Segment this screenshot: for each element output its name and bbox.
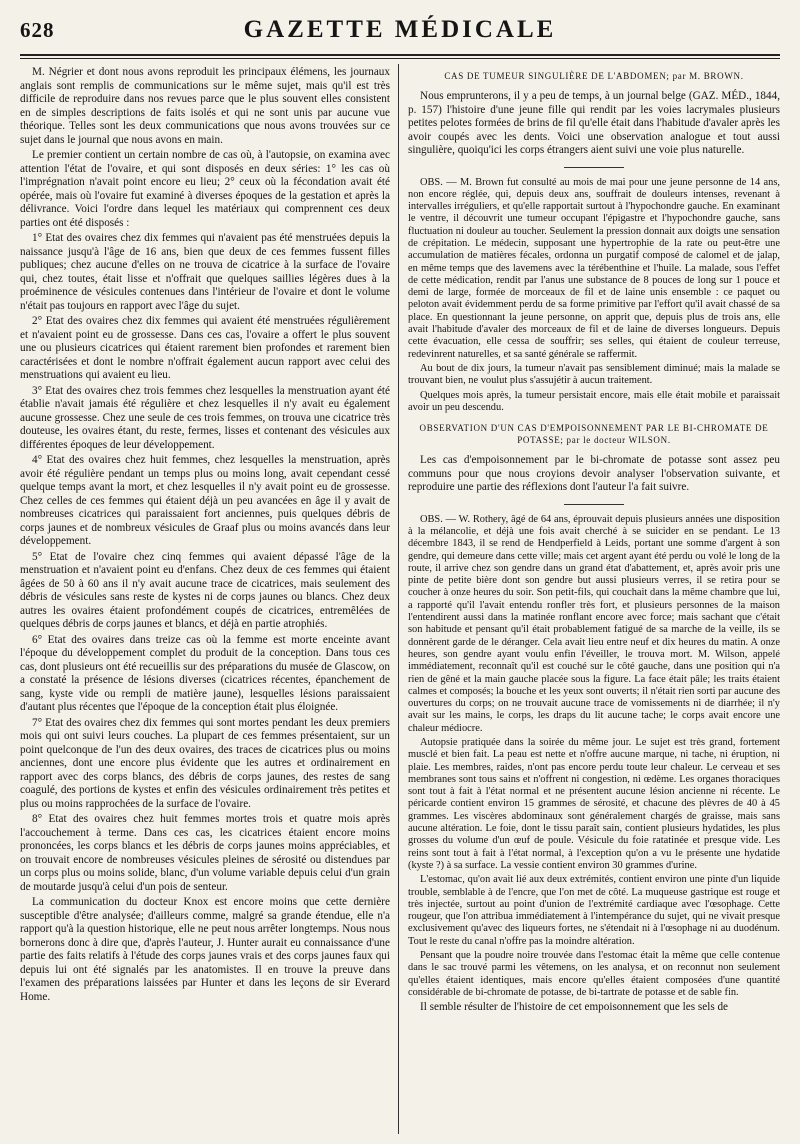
paragraph: La communication du docteur Knox est encore moins que cette dernière susceptible d'être analysée; d'ailleurs comme, malgré sa grande étendue, elle n'a rapport qu'à la question historique, elle ne peut nous arrêter longtemps. Nous nous bornerons donc à dire que, d'après l'auteur, J. Hunter aurait eu connaissance d'une partie des faits relatifs à l'étude des corps jaunes vrais et des corps jaunes faux qui depuis lui ont été signalés par les anatomistes. Il en trouve la preuve dans l'examen des préparations laissées par Hunter et dans les leçons de sir Everard Home. <box>20 896 390 1003</box>
column-divider <box>398 64 399 1134</box>
observation-paragraph: OBS. — M. Brown fut consulté au mois de mai pour une jeune personne de 14 ans, non encore réglée, qui, depuis deux ans, souffrait de douleurs intenses, revenant à intervalles irréguliers, et qu'elle rapportait surtout à l'hypochondre gauche. En examinant le ventre, il découvrit une tumeur occupant l'épigastre et l'hypochondre gauche, sans fluctuation ni douleur au toucher. Seulement la pression donnait aux doigts une sensation de crépitation. Le médecin, supposant une hypertrophie de la rate ou peut-être une accumulation de matières fécales, ordonna un purgatif composé de calomel et de jalap, en même temps que des lavemens avec la térébenthine et l'huile. La malade, sous l'effet de cette médication, rendit par l'anus une substance de 8 pouces de long sur 1 pouce et demi de large, formée de morceaux de fil et de laine unis ensemble : ce paquet ou peloton avait évidemment perdu de sa forme primitive par l'effort qu'il avait chassé de sa place. En questionnant la jeune personne, on apprit que, depuis plus de trois ans, elle avait l'habitude d'avaler des morceaux de fil et de laine de diverses longueurs. Depuis cette évacuation, elle cessa de souffrir; ses selles, qui étaient de couleur terreuse, redevinrent naturelles, et sa santé générale se raffermit. <box>408 176 780 360</box>
paragraph: M. Négrier et dont nous avons reproduit les principaux élémens, les journaux anglais sont remplis de communications sur le même sujet, mais qu'il est très difficile de reproduire dans nos revues parce que le plus souvent elles consistent en de simples descriptions de faits isolés et qui ne sont unis par aucune vue théorique. Telles sont les deux communications que nous avons trouvées sur ce sujet dans le journal que nous avons en main. <box>20 66 390 146</box>
page-header <box>20 16 780 56</box>
paragraph: Il semble résulter de l'histoire de cet empoisonnement que les sels de <box>420 1001 729 1014</box>
observation-paragraph: Pensant que la poudre noire trouvée dans l'estomac était la même que celle contenue dans le sac trouvé parmi les vêtemens, on les analysa, et on reconnut non seulement qu'elles étaient identiques, mais encore qu'elles étaient composées d'une quantité considérable de bi-chromate de potasse, de bi-tartrate de potasse et de sable fin. <box>408 950 780 998</box>
section-heading: CAS DE TUMEUR SINGULIÈRE DE L'ABDOMEN; par M. BROWN. <box>444 71 744 81</box>
observation-paragraph: Au bout de dix jours, la tumeur n'avait pas sensiblement diminué; mais la malade se trouvant bien, ne voulut plus s'assujétir à aucun traitement. <box>408 362 780 387</box>
paragraph: 7° Etat des ovaires chez dix femmes qui sont mortes pendant les deux premiers mois qui ont suivi leurs couches. La plupart de ces femmes présentaient, sur un point quelconque de l'un des deux ovaires, des traces de cicatrices plus ou moins anciennes, dont une encore plus évidente que les autres et ordinairement en rapport avec des corps blancs, des débris de corps jaunes, des restes de sang coagulé, des portions de kystes et enfin des vésicules ordinairement très petites et plus ou moins rapprochées de la surface de l'ovaire. <box>20 716 390 810</box>
page-number: 628 <box>20 18 55 42</box>
journal-title: GAZETTE MÉDICALE <box>243 16 557 43</box>
header-rule <box>20 54 780 56</box>
paragraph: 4° Etat des ovaires chez huit femmes, chez lesquelles la menstruation, après avoir été régulière pendant un temps plus ou moins long, avait cependant cessé quelque temps avant la mort, et chez lesquelles il n'y avait point eu de grossesse. Chez celles de ces femmes qui étaient déjà un peu avancées en âge il y avait de nombreuses cicatrices qui paraissaient fort anciennes, puis quelques débris de corps jaunes et de nombreux vésicules de Graaf plus ou moins avancés dans leur développement. <box>20 454 390 547</box>
paragraph: 6° Etat des ovaires dans treize cas où la femme est morte enceinte avant l'époque du développement complet du produit de la conception. Dans tous ces cas, dont plusieurs ont été recueillis sur des préparations du musée de Glascow, on a constaté la présence de lésions diverses (cicatrices récentes, épanchement de sang, kyste vide ou rempli de matière jaune), lesquelles lésions paraissaient d'autant plus récentes que l'époque de la conception était plus éloignée. <box>20 633 390 713</box>
paragraph: Le premier contient un certain nombre de cas où, à l'autopsie, on examina avec attention l'état de l'ovaire, et qui sont disposés en deux séries: 1° les cas où l'imprégnation n'avait point encore eu lieu; 2° ceux où la fécondation avait été opérée, mais où l'ovaire fut examiné à diverses époques de la gestation et après la délivrance. Voici l'ordre dans lequel les matériaux qui comprennent ces deux parties ont été disposés : <box>20 149 390 229</box>
observation-paragraph: OBS. — W. Rothery, âgé de 64 ans, éprouvait depuis plusieurs années une disposition à la mélancolie, et déjà une fois avait cherché à se suicider en se pendant. Le 13 décembre 1843, il se rend de Hendperfield à Leids, portant une somme d'argent à son gendre, qui demeure dans cette ville; mais cet argent ayant été perdu ou volé le long de la route, il arrive chez son gendre dans un grand état d'abattement, et, après avoir pris une pinte de petite bière dont son gendre but aussi plusieurs verres, il se retira pour se coucher à onze heures du soir. Son petit-fils, qui couchait dans la même chambre que lui, a rapporté qu'il l'avait entendu ronfler très fort, et plusieurs personnes de la maison l'entendirent aussi dans la matinée ronflant encore avec force; mais sachant que c'était son habitude et pensant qu'il était probablement fatigué de sa marche de la veille, ils se donnèrent garde de le déranger. Cela avait lieu entre neuf et dix heures du matin. A onze heures, son gendre ayant voulu enfin l'éveiller, le trouva mort. M. Wilson, appelé immédiatement, reconnaît qu'il est couché sur le côté gauche, dans une position qui n'a rien de gêné et la main gauche placée sous la figure. La face était pâle; les traits étaient calmes et composés; la bouche et les yeux sont ouverts; il n'était rien sorti par aucune des ouvertures du corps; on ne trouvait aucune trace de vomissements ni de diarrhée; il n'y avait sur les mains, le corps, les draps du lit aucune tache; le corps avait encore une chaleur médiocre. <box>408 513 780 734</box>
paragraph: Nous emprunterons, il y a peu de temps, à un journal belge (GAZ. MÉD., 1844, p. 157) l'histoire d'une jeune fille qui rendit par les voies lacrymales plusieurs petites pelotes formées de brins de fil qu'elle était dans l'habitude d'avaler après les avoir coupés avec les dents. Voici une observation analogue et tout aussi singulière, quoiqu'ici les corps étrangers aient suivi une voie plus naturelle. <box>408 90 780 156</box>
observation-paragraph: L'estomac, qu'on avait lié aux deux extrémités, contient environ une pinte d'un liquide trouble, semblable à de l'encre, que l'on met de côté. La muqueuse gastrique est rouge et très injectée, surtout au point d'union de l'extrémité cardiaque avec l'œsophage. Cette rougeur, que l'on attribua immédiatement à l'intempérance du sujet, qui ne vivait presque exclusivement qu'avec des liqueurs fortes, ne s'étendait ni à l'œsophage ni au duodénum. Tout le reste du canal n'offre pas la moindre altération. <box>408 874 780 947</box>
left-column <box>20 66 390 1132</box>
header-rule-thin <box>20 58 780 59</box>
right-column <box>408 66 780 1132</box>
paragraph: 1° Etat des ovaires chez dix femmes qui n'avaient pas été menstruées depuis la naissance jusqu'à l'âge de 16 ans, bien que deux de ces femmes fussent filles publiques; chez aucune d'elles on ne trouva de cicatrice à la surface de l'ovaire qui, chez toutes, était lisse et n'offrait que quelques saillies légères dues à la proéminence de vésicules contenues dans l'intérieur de l'ovaire et dont le volume n'était pas toujours en rapport avec l'âge du sujet. <box>20 232 390 312</box>
paragraph: Les cas d'empoisonnement par le bi-chromate de potasse sont assez peu communs pour que nous croyions devoir analyser l'observation suivante, et reproduire une partie des réflexions dont l'auteur l'a fait suivre. <box>408 454 780 494</box>
paragraph: 8° Etat des ovaires chez huit femmes mortes trois et quatre mois après l'accouchement à terme. Dans ces cas, les cicatrices étaient encore moins prononcées, les corps blancs et les débris de corps jaunes moins appréciables, et on trouvait encore de nombreuses vésicules pleines de sérosité ou distendues par un corps plus ou moins solide, blanc, d'un volume variable depuis celui d'un grain de moutarde jusqu'à celui d'un pois de senteur. <box>20 813 390 893</box>
separator-rule <box>564 504 624 505</box>
paragraph: 3° Etat des ovaires chez trois femmes chez lesquelles la menstruation ayant été établie n'avait jamais été régulière et chez lesquelles il n'y avait eu également aucune grossesse. Chez une seule de ces trois femmes, on trouva une cicatrice très douteuse, les ovaires étant, du reste, fermes, lisses et contenant des vésicules aux différentes époques de leur développement. <box>20 384 390 451</box>
paragraph: 5° Etat de l'ovaire chez cinq femmes qui avaient dépassé l'âge de la menstruation et n'avaient point eu d'enfans. Chez deux de ces femmes qui étaient âgées de 50 à 60 ans il n'y avait aucune trace de cicatrices, mais seulement des débris de vésicules sans reste de kystes ni de corps jaunes ou blancs. Chez deux autres les ovaires étaient profondément coupés de cicatrices, entremêlées de quelques débris de corps jaunes et blancs, et déjà en partie atrophiés. <box>20 550 390 630</box>
paragraph: 2° Etat des ovaires chez dix femmes qui avaient été menstruées régulièrement et n'avaient point eu de grossesse. Dans ces cas, l'ovaire a offert le plus souvent une ou plusieurs cicatrices qui étaient rarement bien profondes et rarement bien caractérisées et dont le nombre n'offrait également aucun rapport avec celui des menstruations qui avaient eu lieu. <box>20 315 390 381</box>
section-heading: OBSERVATION D'UN CAS D'EMPOISONNEMENT PAR LE BI-CHROMATE DE POTASSE; par le docteur WILSON. <box>419 423 769 446</box>
observation-paragraph: Quelques mois après, la tumeur persistait encore, mais elle était mobile et paraissait avoir un peu descendu. <box>408 389 780 413</box>
separator-rule <box>564 167 624 168</box>
observation-paragraph: Autopsie pratiquée dans la soirée du même jour. Le sujet est très grand, fortement musclé et bien fait. La peau est nette et n'offre aucune marque, ni tache, ni éruption, ni plaie. Les membres, raides, n'ont pas encore perdu toute leur chaleur. Le cerveau et ses membranes sont tous sains et n'offrent ni congestion, ni œdème. Les organes thoraciques sont tout à fait à l'état normal et ne présentent aucune lésion ancienne ni récente. Le péricarde contient environ 15 grammes de sérosité, et chacune des plèvres de 40 à 45 grammes. Les viscères abdominaux sont généralement chargés de graisse, mais sans aucune altération. Le foie, dont le tissu paraît sain, contient plusieurs hydatides, les plus grosses du volume d'un œuf de poule. Vésicule du foie ratatinée et presque vide. Les reins sont tout à fait à l'état normal, à l'exception qu'on a vu le présente une hydatide (kyste ?) à sa surface. La vessie contient environ 30 grammes d'urine. <box>408 736 780 871</box>
